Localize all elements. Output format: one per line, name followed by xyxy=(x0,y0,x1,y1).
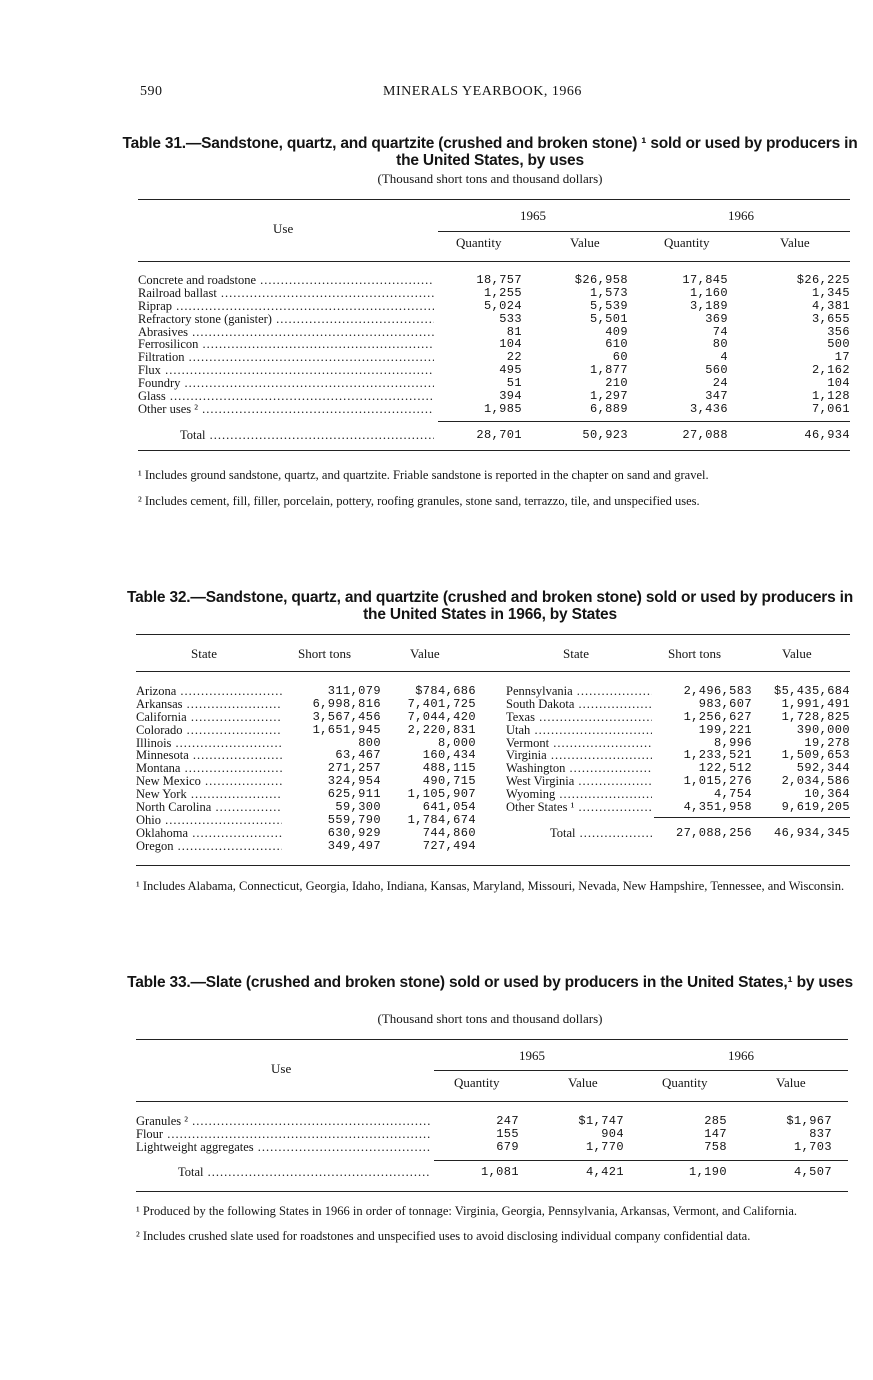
cell-q1966: 80 xyxy=(712,337,728,352)
state-tons: 983,607 xyxy=(698,696,752,711)
table-row xyxy=(136,711,476,724)
table-row xyxy=(138,377,850,390)
table31 xyxy=(138,198,850,448)
table31-total-rule xyxy=(438,421,850,422)
table-row-total xyxy=(138,429,850,442)
state-tons: 8,996 xyxy=(713,735,752,750)
table-row xyxy=(138,390,850,403)
state-name: Texas ..... xyxy=(506,711,652,724)
state-name: Ohio ..... xyxy=(136,814,282,827)
state-value: $5,435,684 xyxy=(773,684,850,698)
table31-col-value-1965: Value xyxy=(570,235,600,250)
row-label: Refractory stone (ganister) ..... xyxy=(138,313,434,326)
table32-right-body xyxy=(506,685,850,814)
table31-year-1965: 1965 xyxy=(520,208,546,223)
cell-q1965: 1,985 xyxy=(483,401,522,416)
state-name: Wyoming ..... xyxy=(506,788,652,801)
cell-v1966: 1,703 xyxy=(793,1139,832,1154)
table-row xyxy=(136,1115,848,1128)
cell-q1965: 51 xyxy=(506,376,522,391)
state-value: 7,044,420 xyxy=(407,709,476,724)
table-row xyxy=(506,711,850,724)
state-value: 2,220,831 xyxy=(407,722,476,737)
table-row xyxy=(136,724,476,737)
cell-q1965: 679 xyxy=(496,1139,519,1154)
state-name: Arizona ..... xyxy=(136,685,282,698)
cell-v1966: 837 xyxy=(809,1126,832,1141)
state-value: 488,115 xyxy=(422,761,476,776)
total-q1966: 27,088 xyxy=(682,428,728,442)
table31-year-rule xyxy=(438,231,850,232)
cell-v1966: 356 xyxy=(827,324,850,339)
state-tons: 6,998,816 xyxy=(312,696,381,711)
total-q1965: 28,701 xyxy=(476,428,522,442)
row-label: Lightweight aggregates ..... xyxy=(136,1141,430,1154)
state-tons: 271,257 xyxy=(327,761,381,776)
table33-subtitle: (Thousand short tons and thousand dollars) xyxy=(377,1011,603,1026)
state-name: Pennsylvania ..... xyxy=(506,685,652,698)
cell-q1966: 3,436 xyxy=(689,401,728,416)
cell-v1966: 1,345 xyxy=(811,285,850,300)
table31-footnote-2: ² Includes cement, fill, filler, porcelain, pottery, roofing granules, stone sand, terrazzo, tile, and unspecified uses. xyxy=(138,494,700,508)
state-name: South Dakota ..... xyxy=(506,698,652,711)
table-row xyxy=(136,1141,848,1154)
row-label: Concrete and roadstone ..... xyxy=(138,274,434,287)
cell-v1965: 610 xyxy=(605,337,628,352)
table33 xyxy=(136,1039,848,1197)
cell-v1966: 4,381 xyxy=(811,298,850,313)
table33-header xyxy=(136,1049,848,1099)
state-name: Illinois ..... xyxy=(136,737,282,750)
cell-q1965: 22 xyxy=(506,350,522,365)
page-number: 590 xyxy=(140,84,163,99)
state-value: 9,619,205 xyxy=(781,800,850,815)
table32-header-rule xyxy=(136,671,850,672)
cell-v1965: 1,770 xyxy=(585,1139,624,1154)
running-head: MINERALS YEARBOOK, 1966 xyxy=(383,84,582,99)
state-value: 19,278 xyxy=(804,735,850,750)
state-value: 390,000 xyxy=(796,722,850,737)
state-name: Other States ¹ ..... xyxy=(506,801,652,814)
table32-bottom-rule xyxy=(136,865,850,866)
state-tons: 324,954 xyxy=(327,774,381,789)
table31-col-quantity-1966: Quantity xyxy=(664,235,710,250)
state-tons: 1,651,945 xyxy=(312,722,381,737)
table31-total xyxy=(138,429,850,442)
table32-col-state-right: State xyxy=(563,646,589,661)
cell-q1966: 285 xyxy=(704,1114,727,1128)
state-tons: 63,467 xyxy=(335,748,381,763)
table31-year-1966: 1966 xyxy=(728,208,754,223)
state-tons: 199,221 xyxy=(698,722,752,737)
cell-v1966: 7,061 xyxy=(811,401,850,416)
table-row xyxy=(136,814,476,827)
state-name: Utah ..... xyxy=(506,724,652,737)
state-tons: 2,496,583 xyxy=(683,684,752,698)
table-row xyxy=(506,685,850,698)
cell-v1965: 409 xyxy=(605,324,628,339)
table33-body xyxy=(136,1115,848,1154)
cell-q1966: 17,845 xyxy=(682,273,728,287)
cell-q1965: 495 xyxy=(499,363,522,378)
table31-body xyxy=(138,274,850,416)
table33-bottom-rule xyxy=(136,1191,848,1192)
cell-v1965: 1,297 xyxy=(589,389,628,404)
cell-q1965: 394 xyxy=(499,389,522,404)
row-label: Ferrosilicon ..... xyxy=(138,338,434,351)
table33-col-quantity-1966: Quantity xyxy=(662,1075,708,1090)
table31-col-quantity-1965: Quantity xyxy=(456,235,502,250)
table31-title: Table 31.—Sandstone, quartz, and quartzite (crushed and broken stone) ¹ sold or used by producers in the United States, by uses xyxy=(122,135,858,169)
cell-q1966: 147 xyxy=(704,1126,727,1141)
table33-year-rule xyxy=(434,1070,848,1071)
state-value: 1,728,825 xyxy=(781,709,850,724)
state-name: Arkansas ..... xyxy=(136,698,282,711)
cell-v1965: 1,877 xyxy=(589,363,628,378)
row-label: Railroad ballast ..... xyxy=(138,287,434,300)
state-name: Washington ..... xyxy=(506,762,652,775)
table32-footnote-1: ¹ Includes Alabama, Connecticut, Georgia, Idaho, Indiana, Kansas, Maryland, Missouri, Nevada, New Hampshire, Tennessee, and Wisconsin. xyxy=(136,879,845,893)
total-v1965: 50,923 xyxy=(582,428,628,442)
state-tons: 630,929 xyxy=(327,825,381,840)
cell-q1966: 24 xyxy=(712,376,728,391)
state-value: 2,034,586 xyxy=(781,774,850,789)
total-value: 46,934,345 xyxy=(773,826,850,840)
row-label: Glass ..... xyxy=(138,390,434,403)
state-tons: 349,497 xyxy=(327,838,381,853)
state-tons: 59,300 xyxy=(335,800,381,815)
row-label: Flour ..... xyxy=(136,1128,430,1141)
total-q1965: 1,081 xyxy=(480,1165,519,1179)
table32-title: Table 32.—Sandstone, quartz, and quartzite (crushed and broken stone) sold or used by producers in the United States in 1966, by States xyxy=(127,589,853,623)
table32-col-tons-right: Short tons xyxy=(668,646,722,661)
state-name: North Carolina ..... xyxy=(136,801,282,814)
state-tons: 4,754 xyxy=(713,787,752,802)
total-label: Total ..... xyxy=(180,429,434,442)
table33-footnote-2: ² Includes crushed slate used for roadstones and unspecified uses to avoid disclosing individual company confidential data. xyxy=(136,1229,751,1243)
table32 xyxy=(136,634,850,869)
cell-v1965: 5,501 xyxy=(589,311,628,326)
table-row xyxy=(136,827,476,840)
cell-q1965: 81 xyxy=(506,324,522,339)
state-value: $784,686 xyxy=(415,684,476,698)
table33-col-value-1965: Value xyxy=(568,1075,598,1090)
cell-q1965: 533 xyxy=(499,311,522,326)
state-tons: 4,351,958 xyxy=(683,800,752,815)
state-value: 592,344 xyxy=(796,761,850,776)
state-name: New Mexico ..... xyxy=(136,775,282,788)
cell-v1965: 1,573 xyxy=(589,285,628,300)
table31-col-use: Use xyxy=(273,221,294,236)
table-row xyxy=(506,698,850,711)
state-value: 727,494 xyxy=(422,838,476,853)
table33-title: Table 33.—Slate (crushed and broken stone) sold or used by producers in the United States,¹ by uses xyxy=(127,974,853,991)
state-name: California ..... xyxy=(136,711,282,724)
state-value: 641,054 xyxy=(422,800,476,815)
cell-q1966: 74 xyxy=(712,324,728,339)
cell-v1966: 1,128 xyxy=(811,389,850,404)
state-name: Minnesota ..... xyxy=(136,749,282,762)
table33-total xyxy=(136,1166,848,1179)
table-row xyxy=(136,698,476,711)
cell-q1966: 1,160 xyxy=(689,285,728,300)
cell-v1965: 5,539 xyxy=(589,298,628,313)
state-value: 160,434 xyxy=(422,748,476,763)
table-row xyxy=(136,685,476,698)
row-label: Other uses ² ..... xyxy=(138,403,434,416)
table-row xyxy=(138,403,850,416)
table-row xyxy=(506,724,850,737)
row-label: Foundry ..... xyxy=(138,377,434,390)
state-value: 7,401,725 xyxy=(407,696,476,711)
cell-v1965: 60 xyxy=(612,350,628,365)
table-row xyxy=(138,313,850,326)
table32-col-state-left: State xyxy=(191,646,217,661)
state-name: New York ..... xyxy=(136,788,282,801)
table33-col-quantity-1965: Quantity xyxy=(454,1075,500,1090)
table32-col-value-left: Value xyxy=(410,646,440,661)
state-tons: 3,567,456 xyxy=(312,709,381,724)
table-row xyxy=(506,801,850,814)
table-row xyxy=(138,364,850,377)
table-row xyxy=(136,801,476,814)
cell-v1965: 6,889 xyxy=(589,401,628,416)
state-name: Oklahoma ..... xyxy=(136,827,282,840)
state-value: 8,000 xyxy=(437,735,476,750)
table32-top-rule xyxy=(136,634,850,635)
state-value: 1,509,653 xyxy=(781,748,850,763)
cell-q1965: 5,024 xyxy=(483,298,522,313)
state-value: 1,105,907 xyxy=(407,787,476,802)
table32-total xyxy=(506,827,850,840)
state-tons: 559,790 xyxy=(327,812,381,827)
table33-total-rule xyxy=(434,1160,848,1161)
table-row xyxy=(138,326,850,339)
cell-q1965: 18,757 xyxy=(476,273,522,287)
table-row xyxy=(138,274,850,287)
table31-col-value-1966: Value xyxy=(780,235,810,250)
total-v1965: 4,421 xyxy=(585,1165,624,1179)
state-tons: 122,512 xyxy=(698,761,752,776)
row-label: Abrasives ..... xyxy=(138,326,434,339)
cell-v1965: $26,958 xyxy=(574,273,628,287)
cell-v1966: 3,655 xyxy=(811,311,850,326)
total-v1966: 46,934 xyxy=(804,428,850,442)
table31-subtitle: (Thousand short tons and thousand dollars) xyxy=(377,171,603,186)
table-row-total xyxy=(506,827,850,840)
total-q1966: 1,190 xyxy=(688,1165,727,1179)
total-label: Total ..... xyxy=(178,1166,430,1179)
table-row xyxy=(138,351,850,364)
cell-v1966: 104 xyxy=(827,376,850,391)
total-tons: 27,088,256 xyxy=(675,826,752,840)
table-row xyxy=(138,300,850,313)
table33-year-1965: 1965 xyxy=(519,1048,545,1063)
table-row xyxy=(136,1128,848,1141)
table-row xyxy=(136,840,476,853)
state-tons: 311,079 xyxy=(327,684,381,698)
cell-q1966: 369 xyxy=(705,311,728,326)
row-label: Granules ² ..... xyxy=(136,1115,430,1128)
state-value: 10,364 xyxy=(804,787,850,802)
cell-v1965: $1,747 xyxy=(578,1114,624,1128)
table-row xyxy=(138,287,850,300)
state-tons: 1,015,276 xyxy=(683,774,752,789)
table31-top-rule xyxy=(138,199,850,200)
state-tons: 800 xyxy=(358,735,381,750)
cell-q1966: 4 xyxy=(720,350,728,365)
cell-q1965: 104 xyxy=(499,337,522,352)
table-row xyxy=(506,775,850,788)
state-tons: 625,911 xyxy=(327,787,381,802)
table33-top-rule xyxy=(136,1039,848,1040)
state-name: West Virginia ..... xyxy=(506,775,652,788)
state-value: 1,784,674 xyxy=(407,812,476,827)
state-name: Colorado ..... xyxy=(136,724,282,737)
cell-v1966: $26,225 xyxy=(796,273,850,287)
table33-header-rule xyxy=(136,1101,848,1102)
cell-q1966: 560 xyxy=(705,363,728,378)
table33-col-value-1966: Value xyxy=(776,1075,806,1090)
table32-total-rule xyxy=(654,817,850,818)
state-tons: 1,256,627 xyxy=(683,709,752,724)
cell-v1965: 210 xyxy=(605,376,628,391)
cell-v1966: $1,967 xyxy=(786,1114,832,1128)
row-label: Flux ..... xyxy=(138,364,434,377)
table31-bottom-rule xyxy=(138,450,850,451)
table33-col-use: Use xyxy=(271,1061,292,1076)
table31-header xyxy=(138,209,850,259)
cell-q1965: 1,255 xyxy=(483,285,522,300)
total-label: Total ..... xyxy=(550,827,652,840)
state-tons: 1,233,521 xyxy=(683,748,752,763)
total-v1966: 4,507 xyxy=(793,1165,832,1179)
table32-left-body xyxy=(136,685,476,853)
table-row-total xyxy=(136,1166,848,1179)
table33-year-1966: 1966 xyxy=(728,1048,754,1063)
table32-col-value-right: Value xyxy=(782,646,812,661)
table31-footnote-1: ¹ Includes ground sandstone, quartz, and quartzite. Friable sandstone is reported in the chapter on sand and gravel. xyxy=(138,468,709,482)
state-name: Vermont ..... xyxy=(506,737,652,750)
cell-v1966: 2,162 xyxy=(811,363,850,378)
state-value: 490,715 xyxy=(422,774,476,789)
table33-footnote-1: ¹ Produced by the following States in 1966 in order of tonnage: Virginia, Georgia, Pennsylvania, Arkansas, Vermont, and California. xyxy=(136,1204,797,1218)
cell-q1965: 155 xyxy=(496,1126,519,1141)
state-name: Oregon ..... xyxy=(136,840,282,853)
state-value: 744,860 xyxy=(422,825,476,840)
table31-header-rule xyxy=(138,261,850,262)
row-label: Filtration ..... xyxy=(138,351,434,364)
table-row xyxy=(138,338,850,351)
cell-q1966: 3,189 xyxy=(689,298,728,313)
cell-q1965: 247 xyxy=(496,1114,519,1128)
row-label: Riprap ..... xyxy=(138,300,434,313)
cell-q1966: 347 xyxy=(705,389,728,404)
cell-v1966: 17 xyxy=(834,350,850,365)
state-name: Virginia ..... xyxy=(506,749,652,762)
cell-q1966: 758 xyxy=(704,1139,727,1154)
state-name: Montana ..... xyxy=(136,762,282,775)
table32-col-tons-left: Short tons xyxy=(298,646,352,661)
state-value: 1,991,491 xyxy=(781,696,850,711)
cell-v1966: 500 xyxy=(827,337,850,352)
cell-v1965: 904 xyxy=(601,1126,624,1141)
